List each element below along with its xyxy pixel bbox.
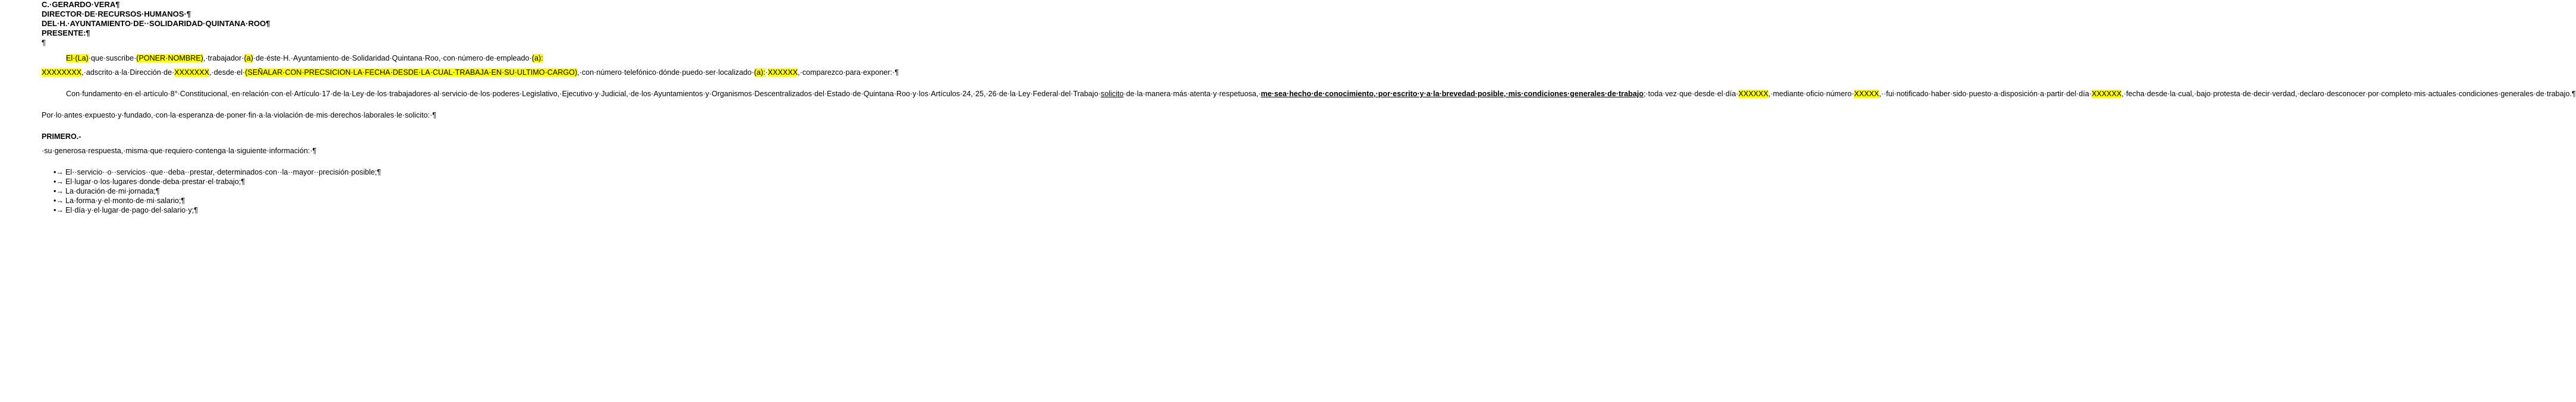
- highlight-placeholder: (a):: [754, 68, 766, 77]
- underlined-word: solicito: [1100, 90, 1124, 98]
- paragraph-introduction: El·(La)·que·suscribe·(PONER·NOMBRE),·trabajador·(a)·de·éste·H.·Ayuntamiento·de·Solidaridad·Quintana·Roo,·con·número·de·empleado·(a): XXXXXXXX,·adscrito·a·la·Dirección·de·XXXXXXX,·desde·el·(SEÑALAR·CON·PRECSICION·LA·FECHA·DESDE·LA·CUAL·TRABAJA·EN·SU·ULTIMO·CARGO),·con·número·telefónico·dónde·puedo·ser·localizado·(a):·XXXXXX,·comparezco·para·exponer:·¶: [42, 54, 899, 77]
- highlight-placeholder: El·(La): [66, 54, 89, 62]
- paragraph-first-point: PRIMERO.-·su·generosa·respuesta,·misma·que·requiero·contenga·la·siguiente·información:·¶: [42, 132, 317, 155]
- information-list: [42, 167, 381, 215]
- bullet-arrow-icon: •→: [53, 178, 64, 186]
- bullet-arrow-icon: •→: [53, 197, 64, 205]
- list-item: •→ El··servicio··o··servicios··que··deba··prestar,·determinados·con··la··mayor··precisión·posible;¶: [53, 168, 381, 176]
- highlight-placeholder: XXXXXX: [1738, 90, 1769, 98]
- highlight-placeholder: XXXXXXXX: [42, 68, 82, 77]
- bullet-arrow-icon: •→: [53, 168, 64, 176]
- highlight-placeholder: XXXXXXX: [174, 68, 210, 77]
- bold-underlined-request: me·sea·hecho·de·conocimiento,·por·escrito·y·a·la·brevedad·posible,·mis·condiciones·generales·de·trabajo: [1261, 90, 1644, 98]
- highlight-placeholder: XXXXXX: [767, 68, 798, 77]
- highlight-placeholder: XXXXX: [1854, 90, 1879, 98]
- empty-paragraph: ¶: [42, 38, 46, 47]
- highlight-placeholder: XXXXXX: [2092, 90, 2122, 98]
- bullet-arrow-icon: •→: [53, 206, 64, 214]
- recipient-title: DIRECTOR·DE·RECURSOS·HUMANOS·¶: [42, 10, 191, 18]
- salutation: PRESENTE:¶: [42, 29, 90, 37]
- letter-header: [42, 0, 339, 38]
- list-item: •→ La·duración·de·mi·jornada;¶: [53, 187, 160, 195]
- recipient-institution: DEL·H.·AYUNTAMIENTO·DE··SOLIDARIDAD·QUINTANA·ROO¶: [42, 19, 270, 28]
- highlight-placeholder: (a): [244, 54, 253, 62]
- paragraph-conclusion: Por·lo·antes·expuesto·y·fundado,·con·la·esperanza·de·poner·fin·a·la·violación·de·mis·derechos·laborales·le·solicito:·¶: [42, 111, 437, 119]
- list-item: •→ La·forma·y·el·monto·de·mi·salario;¶: [53, 197, 185, 205]
- highlight-placeholder: (SEÑALAR·CON·PRECSICION·LA·FECHA·DESDE·LA·CUAL·TRABAJA·EN·SU·ULTIMO·CARGO): [245, 68, 578, 77]
- paragraph-legal-basis: Con·fundamento·en·el·artículo·8°·Constitucional,·en·relación·con·el·Artículo·17·de·la·Ley·de·los·trabajadores·al·servicio·de·los·poderes·Legislativo,·Ejecutivo·y·Judicial,·de·los·Ayuntamientos·y·Organismos·Descentralizados·del·Estado·de·Quintana·Roo·y·los·Artículos·24,·25,·26·de·la·Ley·Federal·del·Trabajo·solicito·de·la·manera·más·atenta·y·respetuosa,·me·sea·hecho·de·conocimiento,·por·escrito·y·a·la·brevedad·posible,·mis·condiciones·generales·de·trabajo;·toda·vez·que·desde·el·día·XXXXXX,·mediante·oficio·número·XXXXX,··fui·notificado·haber·sido·puesto·a·disposición·a·partir·del·día·XXXXXX,·fecha·desde·la·cual,·bajo·protesta·de·decir·verdad,·declaro·desconocer·por·completo·mis·actuales·condiciones·generales·de·trabajo.¶: [66, 90, 2576, 98]
- list-item: •→ El·día·y·el·lugar·de·pago·del·salario·y;¶: [53, 206, 199, 214]
- first-point-label: PRIMERO.-: [42, 132, 81, 141]
- highlight-placeholder: (PONER·NOMBRE): [136, 54, 203, 62]
- list-item: •→ El·lugar·o·los·lugares·donde·deba·prestar·el·trabajo;¶: [53, 178, 245, 186]
- highlight-placeholder: (a):: [531, 54, 543, 62]
- recipient-name: C.·GERARDO·VERA¶: [42, 0, 120, 9]
- bullet-arrow-icon: •→: [53, 187, 64, 195]
